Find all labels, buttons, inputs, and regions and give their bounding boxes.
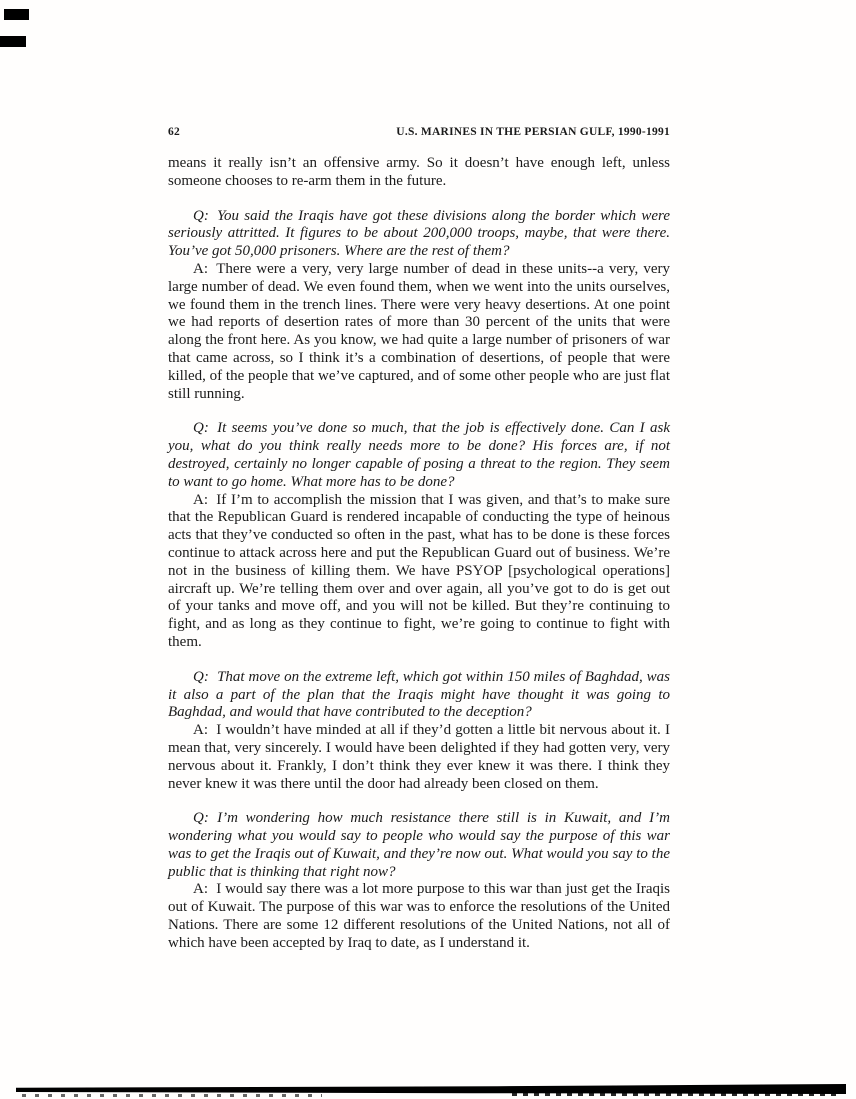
paragraph-text: It seems you’ve done so much, that the job is effectively done. Can I ask you, what do you think really needs more to be done? His forces are, if not destroyed, certainly no longer capable of posing a threat to the region. They seem to want to go home. What more has to be done?	[168, 420, 670, 490]
answer-paragraph	[168, 492, 670, 652]
paragraph-text: I’m wondering how much resistance there still is in Kuwait, and I’m wondering what you would say to people who would say the purpose of this war was to get the Iraqis out of Kuwait, and they’re now out. What would you say to the public that is thinking that right now?	[168, 810, 670, 880]
speaker-prefix: A:	[193, 491, 208, 508]
running-head	[168, 126, 670, 138]
body-text	[168, 155, 670, 953]
answer-paragraph	[168, 881, 670, 952]
speaker-prefix: A:	[193, 881, 208, 898]
speaker-prefix: Q:	[193, 207, 209, 224]
speaker-prefix: A:	[193, 722, 208, 739]
answer-paragraph	[168, 155, 670, 191]
answer-paragraph	[168, 722, 670, 793]
page-number: 62	[168, 126, 180, 138]
answer-paragraph	[168, 261, 670, 403]
question-paragraph	[168, 420, 670, 491]
paragraph-text: That move on the extreme left, which got within 150 miles of Baghdad, was it also a part of the plan that the Iraqis might have thought it was going to Baghdad, and would that have contributed to the deception?	[168, 668, 670, 721]
paragraph-text: There were a very, very large number of dead in these units--a very, very large number of dead. We even found them, when we went into the units ourselves, we found them in the trench lines. There were very heavy desertions. At one point we had reports of desertion rates of more than 30 percent of the units that were along the front here. As you know, we had quite a large number of prisoners of war that came across, so I think it’s a combination of desertions, of people that were killed, of the people that we’ve captured, and of some other people who are just flat still running.	[168, 260, 670, 402]
question-paragraph	[168, 810, 670, 881]
question-paragraph	[168, 669, 670, 722]
speaker-prefix: Q:	[193, 420, 209, 437]
speaker-prefix: A:	[193, 260, 208, 277]
scan-corner-mark-icon	[4, 9, 29, 20]
speaker-prefix: Q:	[193, 668, 209, 685]
question-paragraph	[168, 208, 670, 261]
scan-artifact-speckles	[22, 1094, 322, 1097]
paragraph-text: If I’m to accomplish the mission that I was given, and that’s to make sure that the Republican Guard is rendered incapable of conducting the type of heinous acts that they’ve conducted so often in the past, what has to be done is these forces continue to attack across here and put the Republican Guard out of business. We’re not in the business of killing them. We have PSYOP [psychological operations] aircraft up. We’re telling them over and over again, all you’ve got to do is get out of your tanks and move off, and you will not be killed. But they’re continuing to fight, and as long as they continue to fight, we’re going to continue to fight with them.	[168, 491, 670, 650]
scan-artifact-speckles	[512, 1093, 842, 1096]
speaker-prefix: Q:	[193, 810, 209, 827]
paragraph-text: means it really isn’t an offensive army. So it doesn’t have enough left, unless someone chooses to re-arm them in the future.	[168, 155, 670, 189]
running-title: U.S. MARINES IN THE PERSIAN GULF, 1990-1991	[396, 126, 670, 138]
scan-corner-mark-icon	[0, 36, 26, 47]
paragraph-text: I would say there was a lot more purpose to this war than just get the Iraqis out of Kuwait. The purpose of this war was to enforce the resolutions of the United Nations. There are some 12 different resolutions of the United Nations, not all of which have been accepted by Iraq to date, as I understand it.	[168, 881, 670, 951]
paragraph-text: You said the Iraqis have got these divisions along the border which were seriously attritted. It figures to be about 200,000 troops, maybe, that were there. You’ve got 50,000 prisoners. Where are the rest of them?	[168, 207, 670, 260]
paragraph-text: I wouldn’t have minded at all if they’d gotten a little bit nervous about it. I mean that, very sincerely. I would have been delighted if they had gotten very, very nervous about it. Frankly, I don’t think they ever knew it was there. I think they never knew it was there until the door had already been closed on them.	[168, 722, 670, 792]
